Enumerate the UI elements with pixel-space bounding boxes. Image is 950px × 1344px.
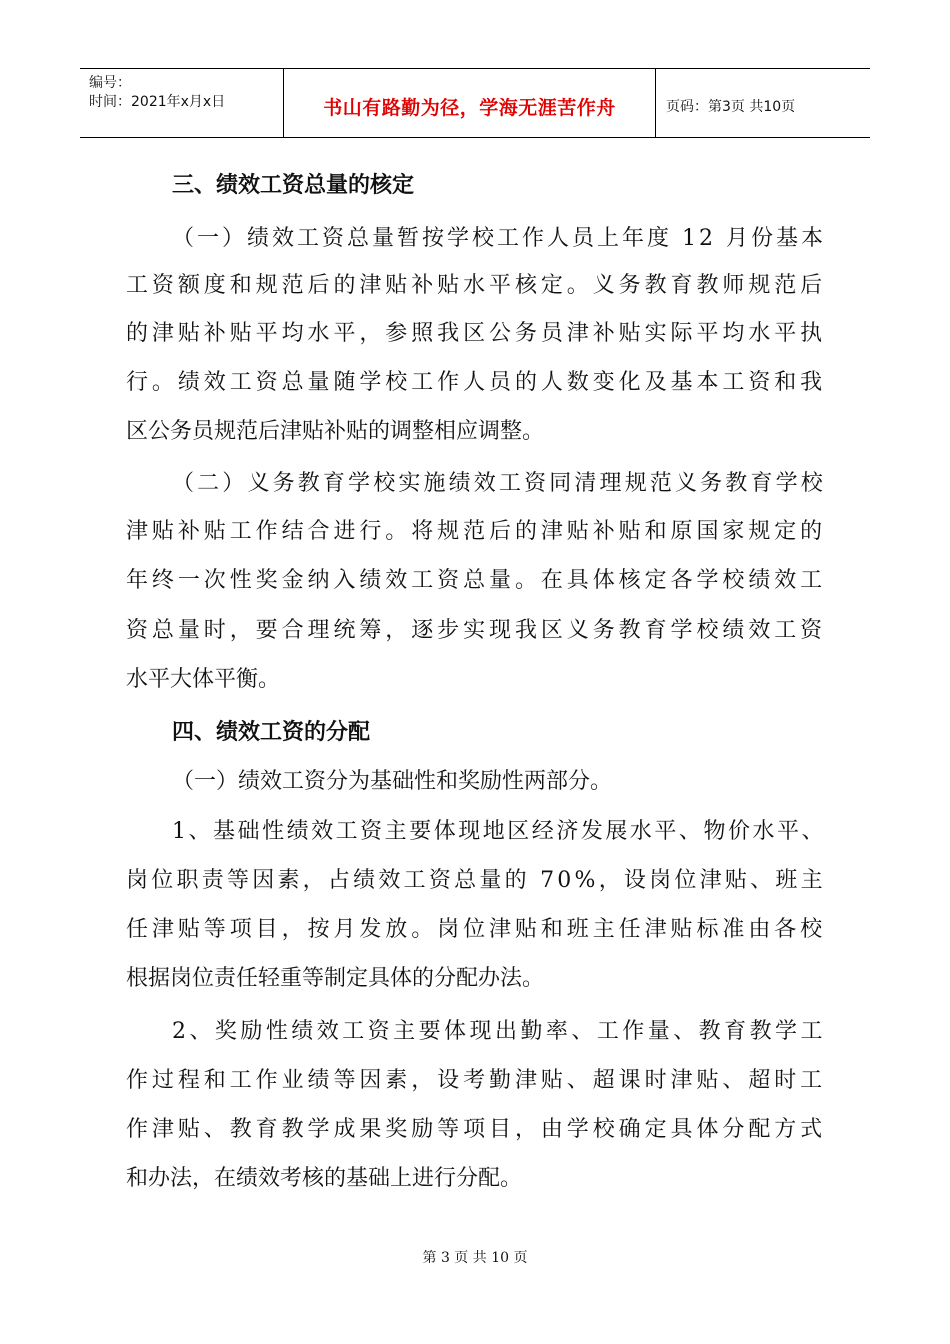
paragraph-line: 资总量时，要合理统筹，逐步实现我区义务教育学校绩效工资 [126, 618, 827, 643]
paragraph-line: 行。绩效工资总量随学校工作人员的人数变化及基本工资和我 [126, 370, 827, 395]
paragraph-line: 水平大体平衡。 [126, 667, 281, 692]
header-center-cell [284, 69, 656, 137]
page-info: 页码：第3页 共10页 [666, 99, 796, 115]
header-right-cell [656, 69, 870, 137]
paragraph-line: 和办法，在绩效考核的基础上进行分配。 [126, 1166, 523, 1191]
paragraph-line: （一）绩效工资总量暂按学校工作人员上年度 12 月份基本 [172, 226, 826, 251]
paragraph-line: 根据岗位责任轻重等制定具体的分配办法。 [126, 966, 545, 991]
paragraph-line: 岗位职责等因素，占绩效工资总量的 70%，设岗位津贴、班主 [126, 868, 826, 893]
paragraph-line: （一）绩效工资分为基础性和奖励性两部分。 [172, 769, 613, 794]
paragraph-line: 工资额度和规范后的津贴补贴水平核定。义务教育教师规范后 [126, 273, 827, 298]
page-footer: 第 3 页 共 10 页 [422, 1250, 528, 1266]
header-table [80, 68, 870, 138]
date-label: 时间：2021年x月x日 [89, 94, 226, 110]
paragraph-line: 的津贴补贴平均水平，参照我区公务员津补贴实际平均水平执 [126, 321, 827, 346]
paragraph-line: 2、奖励性绩效工资主要体现出勤率、工作量、教育教学工 [172, 1019, 826, 1044]
paragraph-line: 作过程和工作业绩等因素，设考勤津贴、超课时津贴、超时工 [126, 1068, 827, 1093]
paragraph-line: 年终一次性奖金纳入绩效工资总量。在具体核定各学校绩效工 [126, 568, 827, 593]
section-heading: 四、绩效工资的分配 [172, 720, 371, 745]
motto-text: 书山有路勤为径，学海无涯苦作舟 [323, 97, 616, 119]
section-heading: 三、绩效工资总量的核定 [172, 173, 415, 198]
paragraph-line: 任津贴等项目，按月发放。岗位津贴和班主任津贴标准由各校 [126, 917, 827, 942]
paragraph-line: （二）义务教育学校实施绩效工资同清理规范义务教育学校 [172, 471, 826, 496]
paragraph-line: 津贴补贴工作结合进行。将规范后的津贴补贴和原国家规定的 [126, 519, 827, 544]
number-label: 编号： [89, 75, 131, 91]
paragraph-line: 1、基础性绩效工资主要体现地区经济发展水平、物价水平、 [172, 819, 827, 844]
paragraph-line: 作津贴、教育教学成果奖励等项目，由学校确定具体分配方式 [126, 1117, 827, 1142]
header-left-cell [80, 69, 284, 137]
paragraph-line: 区公务员规范后津贴补贴的调整相应调整。 [126, 419, 545, 444]
